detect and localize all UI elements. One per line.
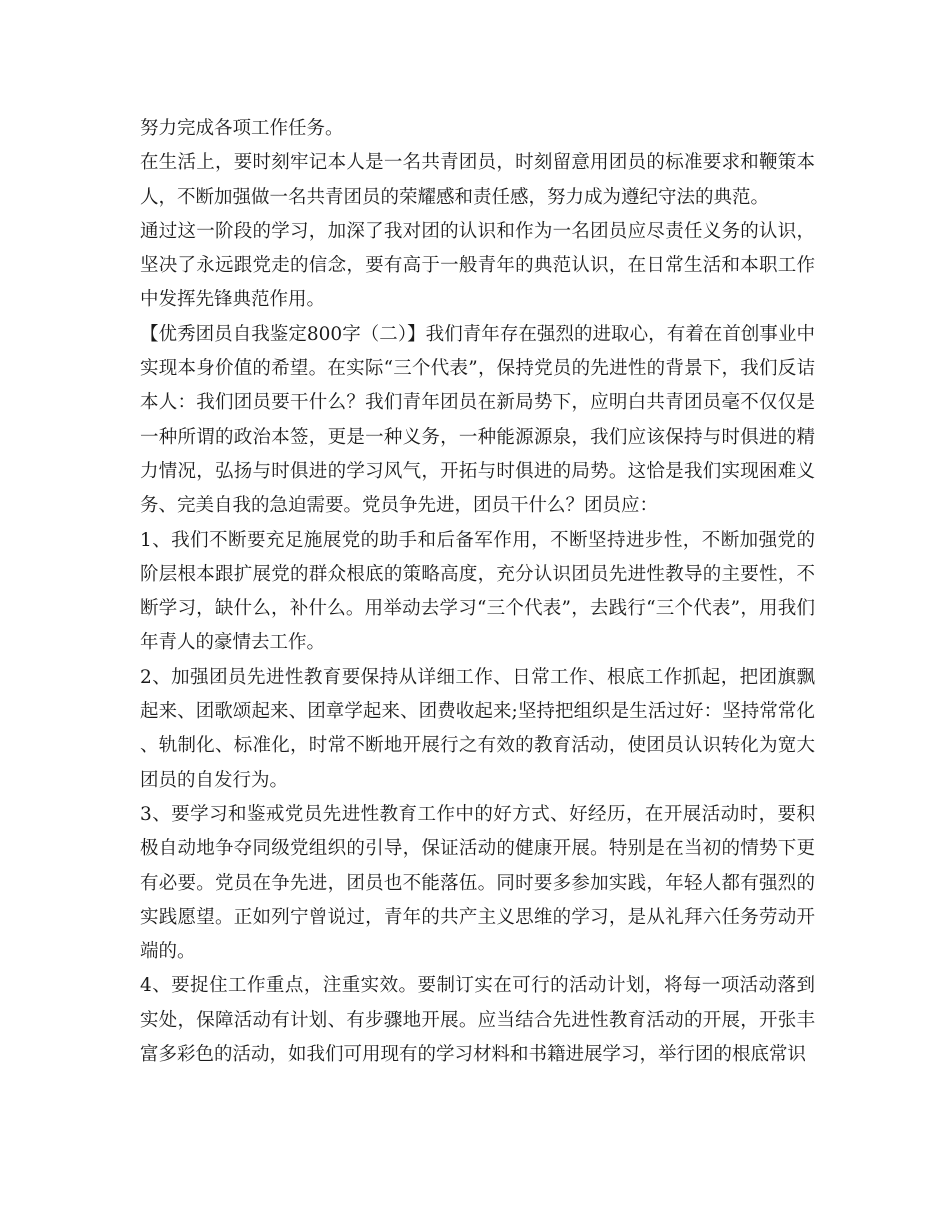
paragraph-2: 在生活上，要时刻牢记本人是一名共青团员，时刻留意用团员的标准要求和鞭策本人，不断加强做一名共青团员的荣耀感和责任感，努力成为遵纪守法的典范。 bbox=[140, 152, 815, 208]
paragraph-6: 2、加强团员先进性教育要保持从详细工作、日常工作、根底工作抓起，把团旗飘起来、团歌颂起来、团章学起来、团费收起来;坚持把组织是生活过好：坚持常常化、轨制化、标准化，时常不断地开展行之有效的教育活动，使团员认识转化为宽大团员的自发行为。 bbox=[140, 666, 815, 791]
document-body bbox=[140, 112, 815, 1072]
paragraph-1: 努力完成各项工作任务。 bbox=[140, 118, 344, 139]
paragraph-3: 通过这一阶段的学习，加深了我对团的认识和作为一名团员应尽责任义务的认识，坚决了永远跟党走的信念，要有高于一般青年的典范认识，在日常生活和本职工作中发挥先锋典范作用。 bbox=[140, 220, 815, 311]
paragraph-8: 4、要捉住工作重点，注重实效。要制订实在可行的活动计划，将每一项活动落到实处，保障活动有计划、有步骤地开展。应当结合先进性教育活动的开展，开张丰富多彩色的活动，如我们可用现有的学习材料和书籍进展学习，举行团的根底常识 bbox=[140, 975, 815, 1066]
paragraph-7: 3、要学习和鉴戒党员先进性教育工作中的好方式、好经历，在开展活动时，要积极自动地争夺同级党组织的引导，保证活动的健康开展。特别是在当初的情势下更有必要。党员在争先进，团员也不能落伍。同时要多参加实践，年轻人都有强烈的实践愿望。正如列宁曾说过，青年的共产主义思维的学习，是从礼拜六任务劳动开端的。 bbox=[140, 803, 815, 963]
paragraph-5: 1、我们不断要充足施展党的助手和后备军作用，不断坚持进步性，不断加强党的阶层根本跟扩展党的群众根底的策略高度，充分认识团员先进性教导的主要性，不断学习，缺什么，补什么。用举动去学习“三个代表”，去践行“三个代表”，用我们年青人的豪情去工作。 bbox=[140, 529, 815, 654]
paragraph-4: 【优秀团员自我鉴定800字（二）】我们青年存在强烈的进取心，有着在首创事业中实现本身价值的希望。在实际“三个代表”，保持党员的先进性的背景下，我们反诘本人：我们团员要干什么？我们青年团员在新局势下，应明白共青团员毫不仅仅是一种所谓的政治本签，更是一种义务，一种能源源泉，我们应该保持与时俱进的精力情况，弘扬与时俱进的学习风气，开拓与时俱进的局势。这恰是我们实现困难义务、完美自我的急迫需要。党员争先进，团员干什么？团员应： bbox=[140, 323, 815, 517]
